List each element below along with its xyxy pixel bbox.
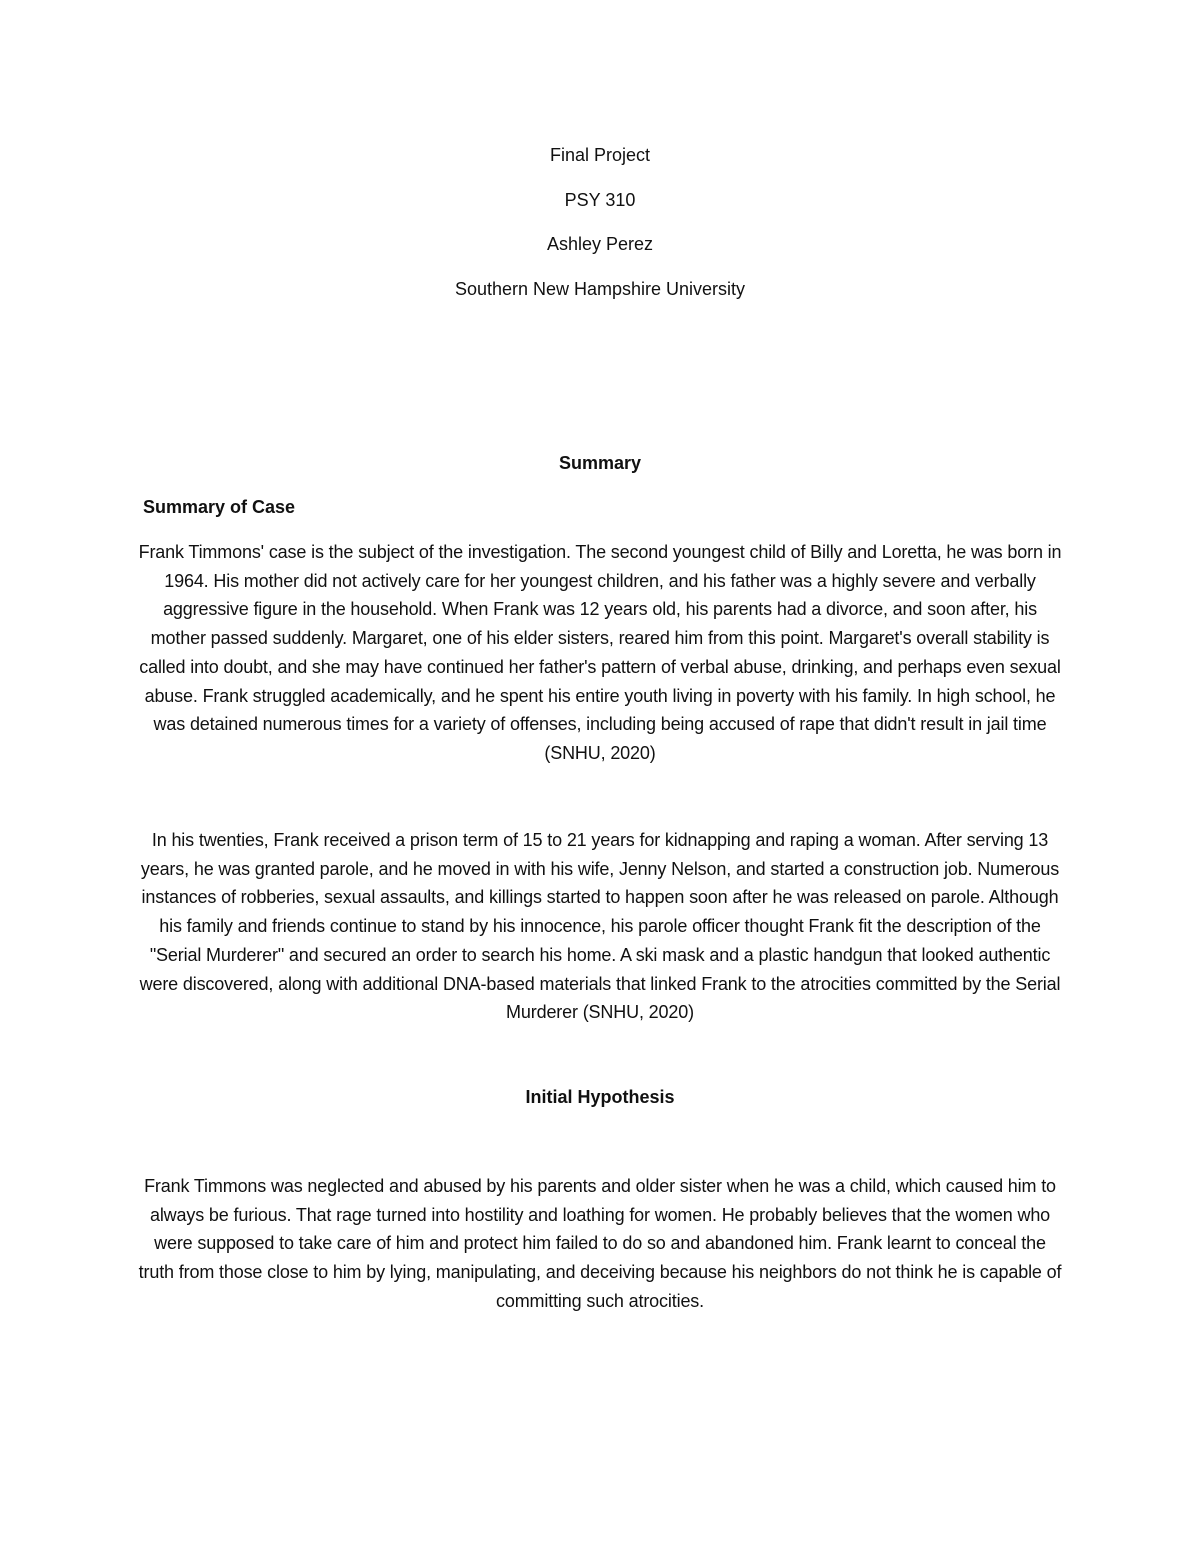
institution-name: Southern New Hampshire University bbox=[454, 278, 746, 299]
course-code: PSY 310 bbox=[564, 189, 636, 210]
author-name: Ashley Perez bbox=[546, 234, 654, 254]
title-page-block bbox=[0, 140, 1200, 318]
summary-heading: Summary bbox=[558, 453, 642, 473]
document-title: Final Project bbox=[549, 145, 651, 165]
case-summary-paragraph-1: Frank Timmons' case is the subject of the investigation. The second youngest child of Billy and Loretta, he was born in 1964. His mother did not actively care for her youngest children, and his father was a highly severe and verbally aggressive figure in the household. When Frank was 12 years old, his parents had a divorce, and soon after, his mother passed suddenly. Margaret, one of his elder sisters, reared him from this point. Margaret's overall stability is called into doubt, and she may have continued her father's pattern of verbal abuse, drinking, and perhaps even sexual abuse. Frank struggled academically, and he spent his entire youth living in poverty with his family. In high school, he was detained numerous times for a variety of offenses, including being accused of rape that didn't result in jail time (SNHU, 2020) bbox=[138, 542, 1062, 763]
initial-hypothesis-heading: Initial Hypothesis bbox=[525, 1087, 675, 1107]
summary-of-case-subheading: Summary of Case bbox=[143, 497, 296, 517]
hypothesis-paragraph: Frank Timmons was neglected and abused by his parents and older sister when he was a child, which caused him to always be furious. That rage turned into hostility and loathing for women. He probably believes that the women who were supposed to take care of him and protect him failed to do so and abandoned him. Frank learnt to conceal the truth from those close to him by lying, manipulating, and deceiving because his neighbors do not think he is capable of committing such atrocities. bbox=[138, 1176, 1062, 1311]
case-summary-paragraph-2: In his twenties, Frank received a prison term of 15 to 21 years for kidnapping and raping a woman. After serving 13 years, he was granted parole, and he moved in with his wife, Jenny Nelson, and started a construction job. Numerous instances of robberies, sexual assaults, and killings started to happen soon after he was released on parole. Although his family and friends continue to stand by his innocence, his parole officer thought Frank fit the description of the "Serial Murderer" and secured an order to search his home. A ski mask and a plastic handgun that looked authentic were discovered, along with additional DNA-based materials that linked Frank to the atrocities committed by the Serial Murderer (SNHU, 2020) bbox=[139, 830, 1061, 1023]
